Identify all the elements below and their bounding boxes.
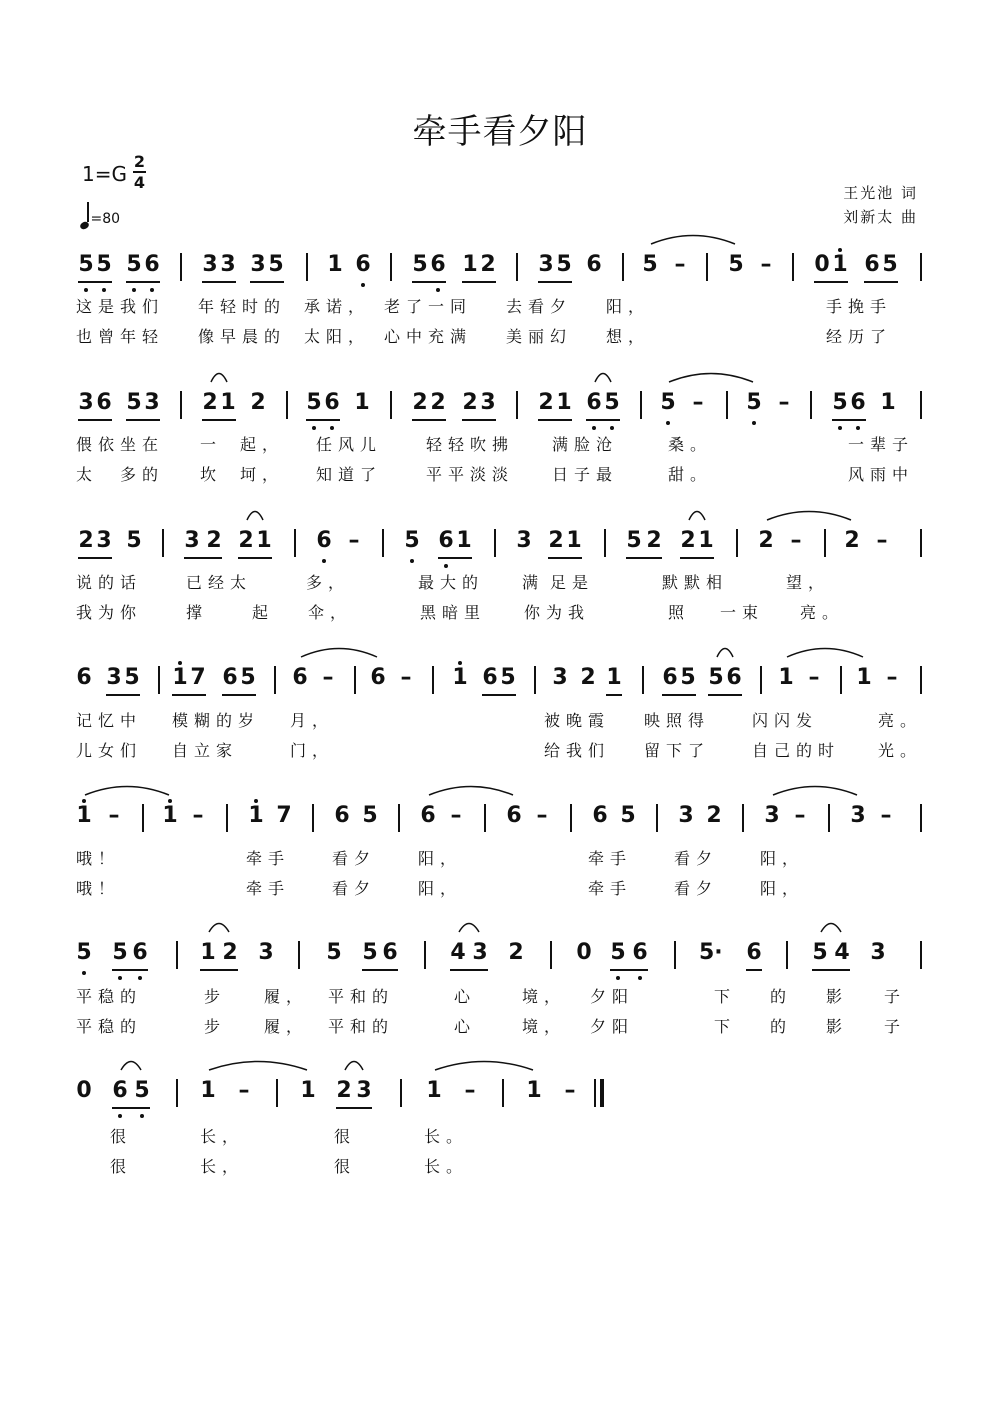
note: 2 <box>238 528 254 553</box>
lyric-word: 给我们 <box>544 741 611 760</box>
note: 2 <box>206 528 222 553</box>
lyricist: 王光池 词 <box>843 184 918 202</box>
lyric-word: 最大的 <box>418 573 485 592</box>
dash-note: – <box>564 1078 576 1103</box>
note: 2 <box>646 528 662 553</box>
note: 3 <box>764 803 780 828</box>
lyric-word: 甜。 <box>668 465 713 484</box>
lyric-word: 境， <box>522 1017 567 1036</box>
lyric-word: 黑暗里 <box>420 603 487 622</box>
dash-note: – <box>794 803 806 828</box>
note: 5 <box>96 252 112 277</box>
note: 3 <box>144 390 160 415</box>
note: 2 <box>844 528 860 553</box>
note: 1 <box>880 390 896 415</box>
lyric-word: 牵手 <box>588 879 633 898</box>
note: 1 <box>556 390 572 415</box>
note: 6 <box>370 665 386 690</box>
page-title: 牵手看夕阳 <box>412 112 588 152</box>
lyric-word: 阳， <box>760 879 805 898</box>
note: 6 <box>334 803 350 828</box>
note: 1 <box>256 528 272 553</box>
note: 1 <box>200 940 216 965</box>
note: 2 <box>538 390 554 415</box>
lyric-word: 多， <box>306 573 351 592</box>
note: 1 <box>526 1078 542 1103</box>
lyric-word: 夕阳 <box>590 987 635 1006</box>
composer: 刘新太 曲 <box>843 208 918 226</box>
note: 5 <box>126 528 142 553</box>
note: 2 <box>336 1078 352 1103</box>
note: 6 <box>144 252 160 277</box>
dash-note: – <box>450 803 462 828</box>
lyric-word: 履， <box>264 987 309 1006</box>
lyric-word: 轻轻吹拂 <box>426 435 515 454</box>
lyric-word: 牵手 <box>246 879 291 898</box>
lyric-word: 哦！ <box>76 879 121 898</box>
lyric-word: 平和的 <box>328 1017 395 1036</box>
dash-note: – <box>464 1078 476 1103</box>
lyric-word: 很 <box>334 1127 357 1146</box>
note: 1 <box>456 528 472 553</box>
lyric-word: 看夕 <box>332 879 377 898</box>
lyric-word: 美丽幻 <box>506 327 573 346</box>
lyric-word: 月， <box>290 711 335 730</box>
note: 3 <box>220 252 236 277</box>
note: 2 <box>548 528 564 553</box>
lyric-word: 撑 <box>186 603 209 622</box>
note: 5 <box>812 940 828 965</box>
note: 5 <box>240 665 256 690</box>
dash-note: – <box>238 1078 250 1103</box>
lyric-word: 长， <box>200 1157 245 1176</box>
lyric-word: 映照得 <box>644 711 711 730</box>
note: 5 <box>126 390 142 415</box>
key-signature: 1=G <box>82 162 127 186</box>
lyric-word: 风雨中 <box>848 465 915 484</box>
note: 1 <box>300 1078 316 1103</box>
note: 6 <box>864 252 880 277</box>
lyric-word: 境， <box>522 987 567 1006</box>
lyric-word: 夕阳 <box>590 1017 635 1036</box>
note: 5 <box>412 252 428 277</box>
note: 1 <box>856 665 872 690</box>
lyric-word: 起 <box>252 603 275 622</box>
lyric-word: 太 <box>76 465 99 484</box>
note: 3 <box>96 528 112 553</box>
dash-note: – <box>322 665 334 690</box>
lyric-word: 步 <box>204 987 227 1006</box>
note: 6 <box>76 665 92 690</box>
lyric-word: 一 <box>200 435 223 454</box>
dash-note: – <box>880 803 892 828</box>
note: 5 <box>78 252 94 277</box>
lyric-word: 平和的 <box>328 987 395 1006</box>
lyric-word: 心 <box>454 1017 477 1036</box>
lyric-word: 阳， <box>418 849 463 868</box>
dash-note: – <box>778 390 790 415</box>
lyric-word: 儿女们 <box>76 741 143 760</box>
note: 6 <box>420 803 436 828</box>
note: 3 <box>850 803 866 828</box>
lyric-word: 步 <box>204 1017 227 1036</box>
note: 2 <box>222 940 238 965</box>
note: 3 <box>356 1078 372 1103</box>
note: 5 <box>620 803 636 828</box>
note: 5 <box>882 252 898 277</box>
lyric-word: 你为我 <box>524 603 591 622</box>
note: 7 <box>190 665 206 690</box>
lyric-word: 很 <box>110 1127 133 1146</box>
note: 5 <box>556 252 572 277</box>
lyric-word: 影 <box>826 987 849 1006</box>
note: 2 <box>680 528 696 553</box>
note: 1 <box>200 1078 216 1103</box>
note: 7 <box>276 803 292 828</box>
lyric-word: 哦！ <box>76 849 121 868</box>
lyric-word: 想， <box>606 327 651 346</box>
note: 6 <box>132 940 148 965</box>
note: 3 <box>258 940 274 965</box>
note: 6 <box>316 528 332 553</box>
note: 5 <box>362 803 378 828</box>
dash-note: – <box>808 665 820 690</box>
note: 2 <box>250 390 266 415</box>
note: 1 <box>778 665 794 690</box>
lyric-word: 留下了 <box>644 741 711 760</box>
lyric-word: 足是 <box>550 573 595 592</box>
lyric-word: 已经太 <box>186 573 253 592</box>
lyric-word: 子 <box>884 1017 907 1036</box>
note: 2 <box>580 665 596 690</box>
note: 5 <box>728 252 744 277</box>
lyric-word: 被晚霞 <box>544 711 611 730</box>
note: 0 <box>76 1078 92 1103</box>
note: 6 <box>726 665 742 690</box>
lyric-word: 我为你 <box>76 603 143 622</box>
note: 1 <box>162 803 178 828</box>
note: 6 <box>586 390 602 415</box>
lyric-word: 光。 <box>878 741 923 760</box>
note: 5 <box>404 528 420 553</box>
lyric-word: 亮。 <box>800 603 845 622</box>
note: 5 <box>134 1078 150 1103</box>
lyric-word: 经历了 <box>826 327 893 346</box>
note: 6 <box>850 390 866 415</box>
note: 6 <box>662 665 678 690</box>
lyric-word: 平平淡淡 <box>426 465 515 484</box>
note: 3 <box>78 390 94 415</box>
note: 5· <box>699 940 723 965</box>
note: 6 <box>222 665 238 690</box>
lyric-word: 看夕 <box>332 849 377 868</box>
lyric-word: 模糊的岁 <box>172 711 261 730</box>
note: 6 <box>324 390 340 415</box>
note: 6 <box>438 528 454 553</box>
lyric-word: 坎 <box>200 465 223 484</box>
lyric-word: 很 <box>110 1157 133 1176</box>
lyric-word: 看夕 <box>674 879 719 898</box>
lyric-word: 门， <box>290 741 335 760</box>
note: 5 <box>112 940 128 965</box>
note: 1 <box>172 665 188 690</box>
lyric-word: 太阳， <box>304 327 371 346</box>
dash-note: – <box>790 528 802 553</box>
note: 5 <box>604 390 620 415</box>
note: 1 <box>832 252 848 277</box>
note: 5 <box>268 252 284 277</box>
lyric-word: 子 <box>884 987 907 1006</box>
note: 6 <box>592 803 608 828</box>
lyric-word: 多的 <box>120 465 165 484</box>
note: 0 <box>814 252 830 277</box>
lyric-word: 这是我们 <box>76 297 165 316</box>
tempo-value: =80 <box>90 211 121 227</box>
note: 2 <box>202 390 218 415</box>
note: 3 <box>184 528 200 553</box>
lyric-word: 履， <box>264 1017 309 1036</box>
lyric-word: 记忆中 <box>76 711 143 730</box>
lyric-word: 坷， <box>240 465 285 484</box>
lyric-word: 任风儿 <box>316 435 383 454</box>
note: 5 <box>306 390 322 415</box>
lyric-word: 默默相 <box>662 573 729 592</box>
dash-note: – <box>192 803 204 828</box>
lyric-word: 牵手 <box>588 849 633 868</box>
dash-note: – <box>536 803 548 828</box>
lyric-word: 很 <box>334 1157 357 1176</box>
note: 5 <box>832 390 848 415</box>
note: 5 <box>746 390 762 415</box>
note: 5 <box>500 665 516 690</box>
lyric-word: 日子最 <box>552 465 619 484</box>
lyric-word: 亮。 <box>878 711 923 730</box>
lyric-word: 老了一同 <box>384 297 473 316</box>
lyric-word: 自立家 <box>172 741 239 760</box>
lyric-word: 的 <box>770 1017 793 1036</box>
note: 6 <box>96 390 112 415</box>
note: 5 <box>124 665 140 690</box>
note: 1 <box>606 665 622 690</box>
time-signature-top: 2 <box>133 152 146 171</box>
note: 5 <box>642 252 658 277</box>
note: 1 <box>354 390 370 415</box>
lyric-word: 阳， <box>760 849 805 868</box>
note: 5 <box>708 665 724 690</box>
lyric-word: 像早晨的 <box>198 327 287 346</box>
note: 3 <box>516 528 532 553</box>
note: 3 <box>106 665 122 690</box>
dash-note: – <box>108 803 120 828</box>
note: 1 <box>327 252 343 277</box>
note: 1 <box>566 528 582 553</box>
lyric-word: 心 <box>454 987 477 1006</box>
note: 4 <box>450 940 466 965</box>
note: 1 <box>76 803 92 828</box>
note: 6 <box>382 940 398 965</box>
lyric-word: 平稳的 <box>76 1017 143 1036</box>
note: 1 <box>698 528 714 553</box>
lyric-word: 伞， <box>308 603 353 622</box>
note: 2 <box>78 528 94 553</box>
lyric-word: 也曾年轻 <box>76 327 165 346</box>
lyric-word: 牵手 <box>246 849 291 868</box>
note: 6 <box>292 665 308 690</box>
note: 3 <box>472 940 488 965</box>
dash-note: – <box>674 252 686 277</box>
lyric-word: 看夕 <box>674 849 719 868</box>
lyric-word: 一束 <box>720 603 765 622</box>
lyric-word: 长。 <box>424 1127 469 1146</box>
note: 6 <box>746 940 762 965</box>
lyric-word: 满脸沧 <box>552 435 619 454</box>
lyric-word: 偎依坐在 <box>76 435 165 454</box>
lyric-word: 下 <box>714 987 737 1006</box>
note: 6 <box>482 665 498 690</box>
note: 5 <box>610 940 626 965</box>
lyric-word: 自己的时 <box>752 741 841 760</box>
lyric-word: 心中充满 <box>384 327 473 346</box>
lyric-word: 闪闪发 <box>752 711 819 730</box>
note: 0 <box>576 940 592 965</box>
note: 3 <box>870 940 886 965</box>
dash-note: – <box>886 665 898 690</box>
note: 2 <box>462 390 478 415</box>
note: 3 <box>202 252 218 277</box>
lyric-word: 影 <box>826 1017 849 1036</box>
note: 5 <box>126 252 142 277</box>
note: 3 <box>250 252 266 277</box>
lyric-word: 起， <box>240 435 285 454</box>
note: 6 <box>430 252 446 277</box>
lyric-word: 望， <box>786 573 831 592</box>
lyric-word: 知道了 <box>316 465 383 484</box>
note: 5 <box>76 940 92 965</box>
note: 2 <box>508 940 524 965</box>
note: 3 <box>678 803 694 828</box>
lyric-word: 去看夕 <box>506 297 573 316</box>
note: 2 <box>758 528 774 553</box>
note: 1 <box>248 803 264 828</box>
lyric-word: 长。 <box>424 1157 469 1176</box>
note: 5 <box>626 528 642 553</box>
note: 2 <box>430 390 446 415</box>
note: 2 <box>412 390 428 415</box>
dash-note: – <box>876 528 888 553</box>
dash-note: – <box>400 665 412 690</box>
lyric-word: 年轻时的 <box>198 297 287 316</box>
lyric-word: 说的话 <box>76 573 143 592</box>
note: 4 <box>834 940 850 965</box>
lyric-word: 阳， <box>418 879 463 898</box>
note: 1 <box>452 665 468 690</box>
note: 6 <box>506 803 522 828</box>
note: 1 <box>462 252 478 277</box>
dash-note: – <box>692 390 704 415</box>
note: 5 <box>660 390 676 415</box>
note: 2 <box>480 252 496 277</box>
time-signature-bottom: 4 <box>133 173 146 192</box>
note: 6 <box>586 252 602 277</box>
lyric-word: 一辈子 <box>848 435 915 454</box>
note: 6 <box>355 252 371 277</box>
lyric-word: 桑。 <box>668 435 713 454</box>
note: 6 <box>632 940 648 965</box>
note: 2 <box>706 803 722 828</box>
dash-note: – <box>760 252 772 277</box>
note: 6 <box>112 1078 128 1103</box>
lyric-word: 承诺， <box>304 297 371 316</box>
lyric-word: 长， <box>200 1127 245 1146</box>
note: 1 <box>220 390 236 415</box>
lyric-word: 照 <box>668 603 691 622</box>
lyric-word: 满 <box>522 573 545 592</box>
note: 5 <box>326 940 342 965</box>
note: 3 <box>552 665 568 690</box>
lyric-word: 的 <box>770 987 793 1006</box>
note: 5 <box>362 940 378 965</box>
lyric-word: 阳， <box>606 297 651 316</box>
note: 3 <box>480 390 496 415</box>
note: 5 <box>680 665 696 690</box>
note: 3 <box>538 252 554 277</box>
dash-note: – <box>348 528 360 553</box>
note: 1 <box>426 1078 442 1103</box>
lyric-word: 手挽手 <box>826 297 893 316</box>
lyric-word: 下 <box>714 1017 737 1036</box>
lyric-word: 平稳的 <box>76 987 143 1006</box>
